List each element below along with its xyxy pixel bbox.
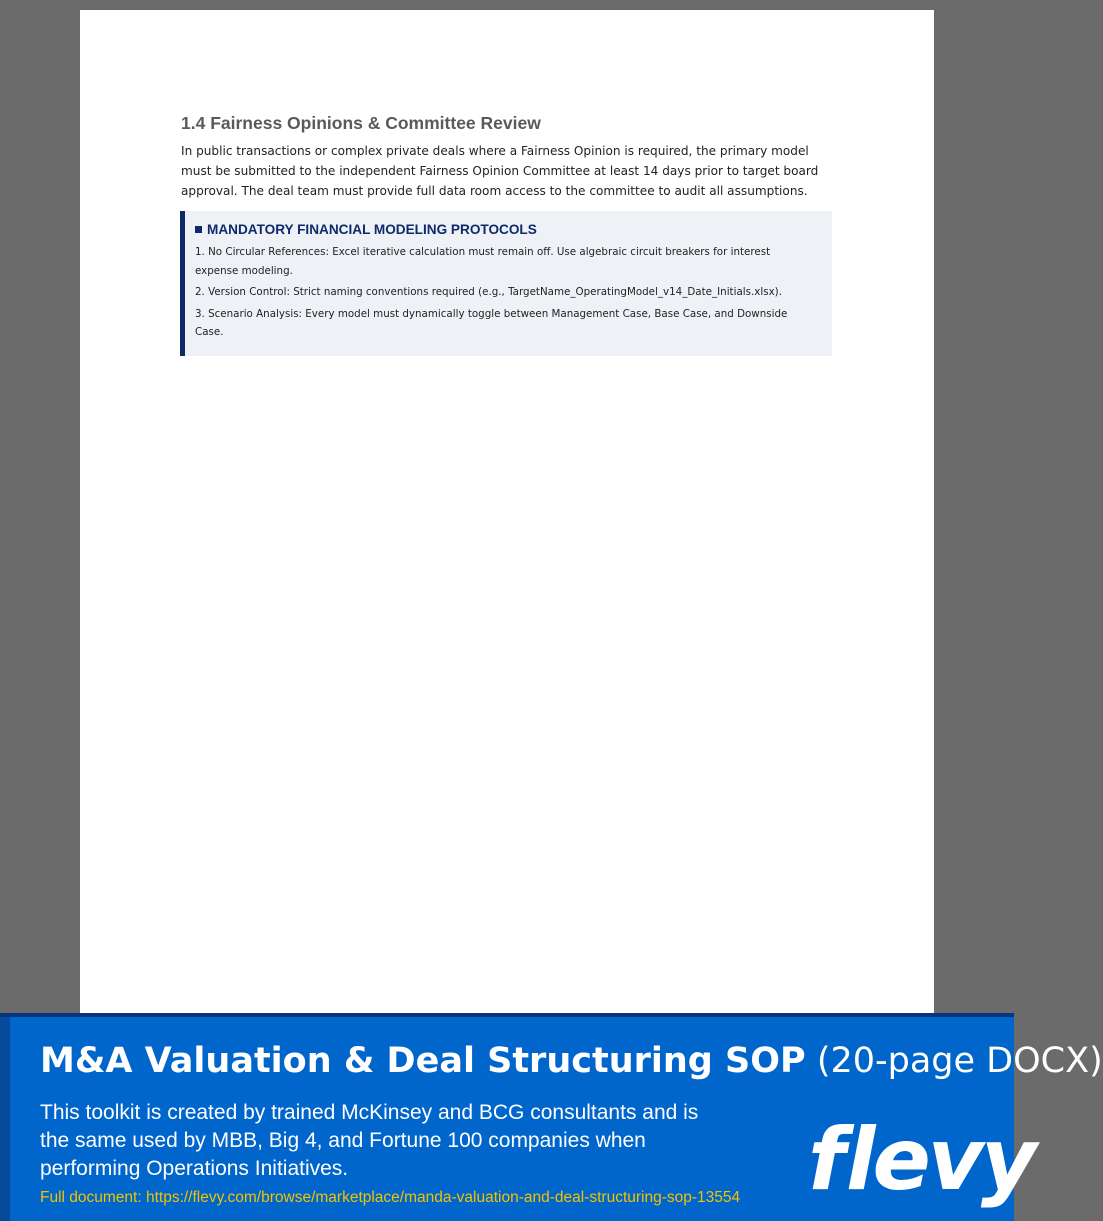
body-paragraph: In public transactions or complex private deals where a Fairness Opinion is required, the primary model must be submitted to the independent Fairness Opinion Committee at least 14 days prior to target board approval. The deal team must provide full data room access to the committee to audit all assumptions. <box>181 144 819 198</box>
section-heading: 1.4 Fairness Opinions & Committee Review <box>181 113 541 133</box>
banner-title-format: (20-page DOCX) <box>816 1041 1103 1081</box>
banner-title-main: M&A Valuation & Deal Structuring SOP <box>40 1041 806 1081</box>
callout-title-text: MANDATORY FINANCIAL MODELING PROTOCOLS <box>207 222 537 237</box>
protocols-callout <box>180 211 832 356</box>
svg-text:levy: levy <box>846 1110 1034 1210</box>
banner-description: This toolkit is created by trained McKinsey and BCG consultants and is the same used by MBB, Big 4, and Fortune 100 companies when performing Operations Initiatives. <box>40 1101 699 1180</box>
flevy-logo-icon[interactable] <box>806 1107 1034 1210</box>
protocol-item: 2. Version Control: Strict naming conventions required (e.g., TargetName_OperatingModel_v14_Date_Initials.xlsx). <box>195 286 782 298</box>
square-bullet-icon <box>195 226 202 233</box>
protocol-item: 1. No Circular References: Excel iterative calculation must remain off. Use algebraic circuit breakers for interest expense modeling. <box>195 246 771 277</box>
callout-title <box>195 222 832 237</box>
full-document-link[interactable]: Full document: https://flevy.com/browse/marketplace/manda-valuation-and-deal-structuring-sop-13554 <box>40 1189 741 1206</box>
svg-text:f: f <box>808 1110 843 1210</box>
protocol-item: 3. Scenario Analysis: Every model must dynamically toggle between Management Case, Base Case, and Downside Case. <box>195 307 788 338</box>
document-page <box>80 10 934 1013</box>
promo-banner <box>0 1013 1103 1221</box>
banner-title <box>40 1041 1103 1081</box>
banner-stripe <box>0 1017 10 1221</box>
